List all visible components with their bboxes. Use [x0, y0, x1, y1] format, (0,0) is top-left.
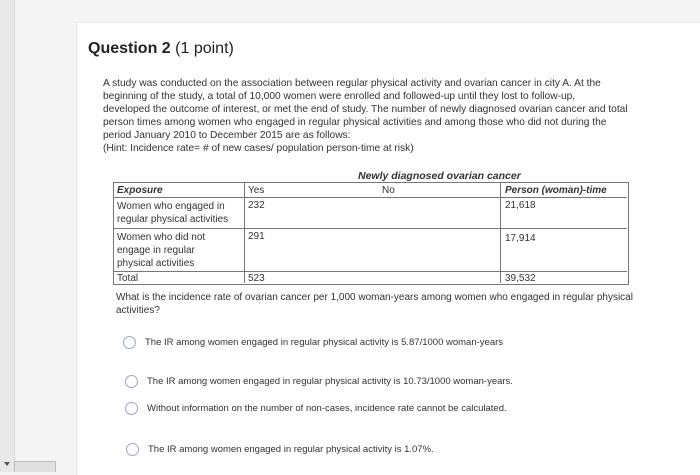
question-number: Question 2	[88, 40, 171, 57]
table-cell-yes: 523	[248, 273, 265, 284]
table-cell-yes: 232	[248, 200, 265, 211]
answer-option[interactable]	[125, 375, 513, 388]
radio-button[interactable]	[126, 443, 139, 456]
radio-button[interactable]	[125, 375, 138, 388]
table-cell-person-time: 21,618	[505, 200, 536, 211]
table-row-exposure	[117, 231, 205, 270]
header-no: No	[382, 185, 395, 196]
header-exposure: Exposure	[117, 185, 163, 196]
radio-button[interactable]	[123, 336, 136, 349]
option-label[interactable]: The IR among women engaged in regular physical activity is 10.73/1000 woman-years.	[147, 376, 513, 387]
table-caption: Newly diagnosed ovarian cancer	[358, 170, 521, 182]
table-cell-person-time: 39,532	[505, 273, 536, 284]
table-cell-yes: 291	[248, 231, 265, 242]
option-label[interactable]: The IR among women engaged in regular physical activity is 1.07%.	[148, 444, 434, 455]
stem-line: beginning of the study, a total of 10,000 women were enrolled and followed-up until they lost to follow-up,	[103, 91, 576, 102]
stem-line: developed the outcome of interest, or met the end of study. The number of newly diagnosed ovarian cancer and total	[103, 104, 628, 115]
answer-option[interactable]	[123, 336, 503, 349]
table-row-exposure	[117, 273, 138, 284]
left-sidebar-edge	[0, 0, 15, 472]
stem-line: person times among women who engaged in regular physical activities and among those who did not during the	[103, 117, 607, 128]
question-prompt	[116, 291, 656, 317]
exposure-line: regular physical activities	[117, 214, 229, 225]
answer-option[interactable]	[125, 402, 507, 415]
table-divider	[113, 271, 627, 272]
stem-line: A study was conducted on the association between regular physical activity and ovarian cancer in city A. At the	[103, 78, 601, 89]
table-row-exposure	[117, 200, 228, 226]
option-label[interactable]: Without information on the number of non-cases, incidence rate cannot be calculated.	[147, 403, 507, 414]
hint-line: (Hint: Incidence rate= # of new cases/ population person-time at risk)	[103, 143, 414, 154]
option-label[interactable]: The IR among women engaged in regular physical activity is 5.87/1000 woman-years	[145, 337, 504, 348]
bottom-scroll-tab[interactable]	[14, 461, 56, 472]
exposure-line: Women who engaged in	[117, 201, 225, 212]
answer-option[interactable]	[126, 443, 434, 456]
prompt-line: activities?	[116, 305, 160, 316]
table-divider	[113, 228, 627, 229]
table-cell-person-time: 17,914	[505, 233, 536, 244]
exposure-line: engage in regular	[117, 245, 195, 256]
exposure-line: Total	[117, 273, 139, 284]
question-title	[88, 40, 234, 58]
radio-button[interactable]	[125, 402, 138, 415]
chevron-down-icon[interactable]	[4, 462, 10, 466]
exposure-line: physical activities	[117, 258, 195, 269]
stem-line: period January 2010 to December 2015 are as follows:	[103, 130, 351, 141]
prompt-line: What is the incidence rate of ovarian cancer per 1,000 woman-years among women who engaged in regular physical	[116, 292, 633, 303]
exposure-line: Women who did not	[117, 232, 206, 243]
header-person-time: Person (woman)-time	[505, 185, 607, 196]
header-yes: Yes	[248, 185, 265, 196]
question-stem	[103, 77, 663, 155]
question-points: (1 point)	[175, 40, 234, 57]
table-divider	[113, 197, 627, 198]
